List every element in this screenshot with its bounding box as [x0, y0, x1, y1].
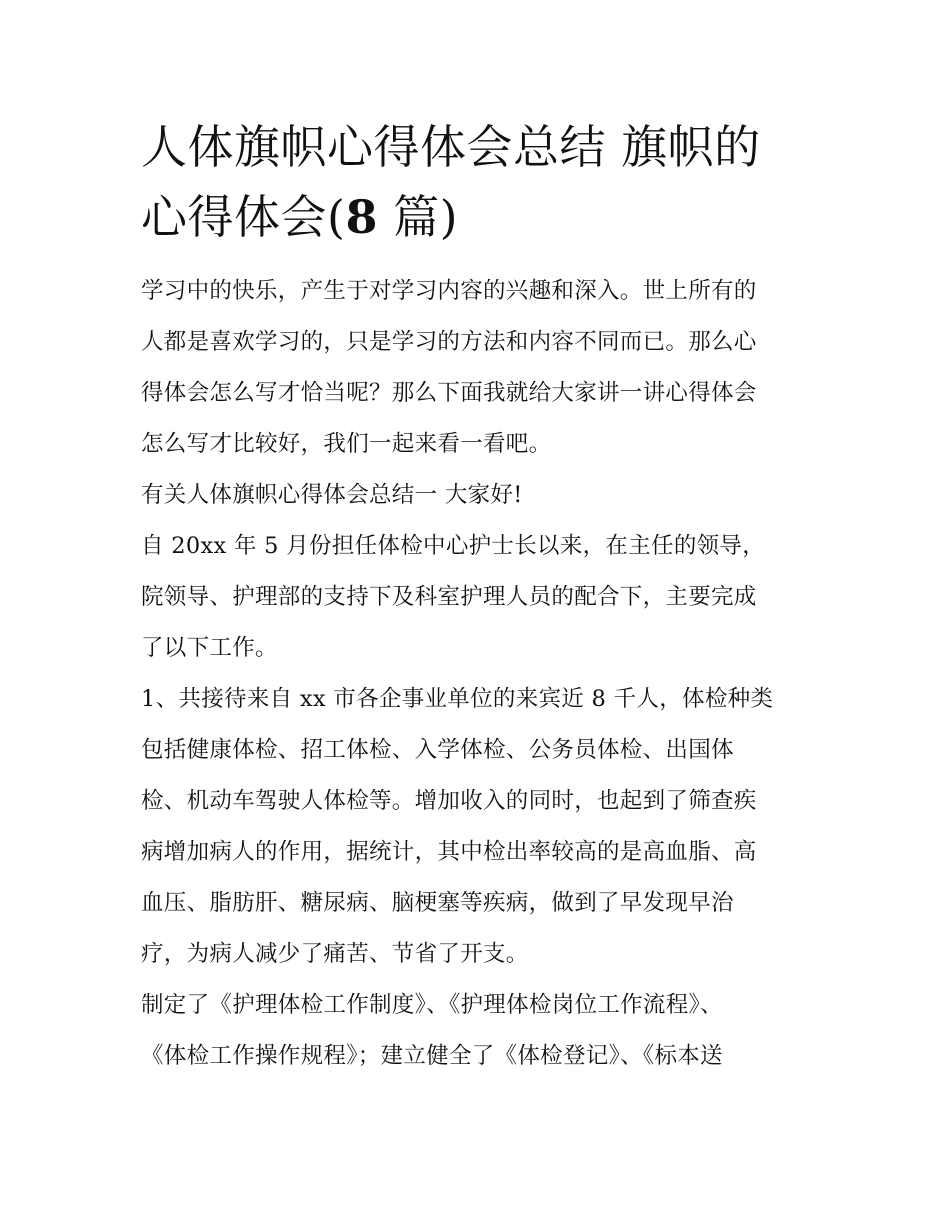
body-line: 学习中的快乐，产生于对学习内容的兴趣和深入。世上所有的 [141, 278, 757, 304]
body-line: 得体会怎么写才恰当呢？那么下面我就给大家讲一讲心得体会 [141, 380, 757, 406]
document-page [141, 112, 813, 1082]
document-body [141, 266, 813, 1082]
body-line: 怎么写才比较好，我们一起来看一看吧。 [141, 431, 552, 457]
body-line: 包括健康体检、招工体检、入学体检、公务员体检、出国体 [141, 737, 734, 763]
body-line: 自 20xx 年 5 月份担任体检中心护士长以来，在主任的领导， [141, 533, 766, 559]
document-title [141, 112, 813, 252]
body-line: 院领导、护理部的支持下及科室护理人员的配合下，主要完成 [141, 584, 757, 610]
title-line-2 [141, 182, 813, 252]
body-line: 了以下工作。 [141, 635, 278, 661]
body-line: 疗，为病人减少了痛苦、节省了开支。 [141, 941, 529, 967]
title-line-1: 人体旗帜心得体会总结 旗帜的 [141, 120, 761, 174]
body-line: 检、机动车驾驶人体检等。增加收入的同时，也起到了筛查疾 [141, 788, 757, 814]
body-line: 《体检工作操作规程》；建立健全了《体检登记》、《标本送 [141, 1043, 723, 1069]
body-line: 病增加病人的作用，据统计，其中检出率较高的是高血脂、高 [141, 839, 757, 865]
list-item-line: 1、共接待来自 xx 市各企事业单位的来宾近 8 千人，体检种类 [141, 686, 774, 712]
title-line-2-suffix: 篇) [377, 190, 459, 244]
body-line: 制定了《护理体检工作制度》、《护理体检岗位工作流程》、 [141, 992, 723, 1018]
body-line: 人都是喜欢学习的，只是学习的方法和内容不同而已。那么心 [141, 329, 757, 355]
section-heading-line: 有关人体旗帜心得体会总结一 大家好! [141, 482, 523, 508]
title-line-2-prefix: 心得体会( [141, 190, 346, 244]
title-article-count: 8 [345, 190, 378, 244]
body-line: 血压、脂肪肝、糖尿病、脑梗塞等疾病，做到了早发现早治 [141, 890, 734, 916]
